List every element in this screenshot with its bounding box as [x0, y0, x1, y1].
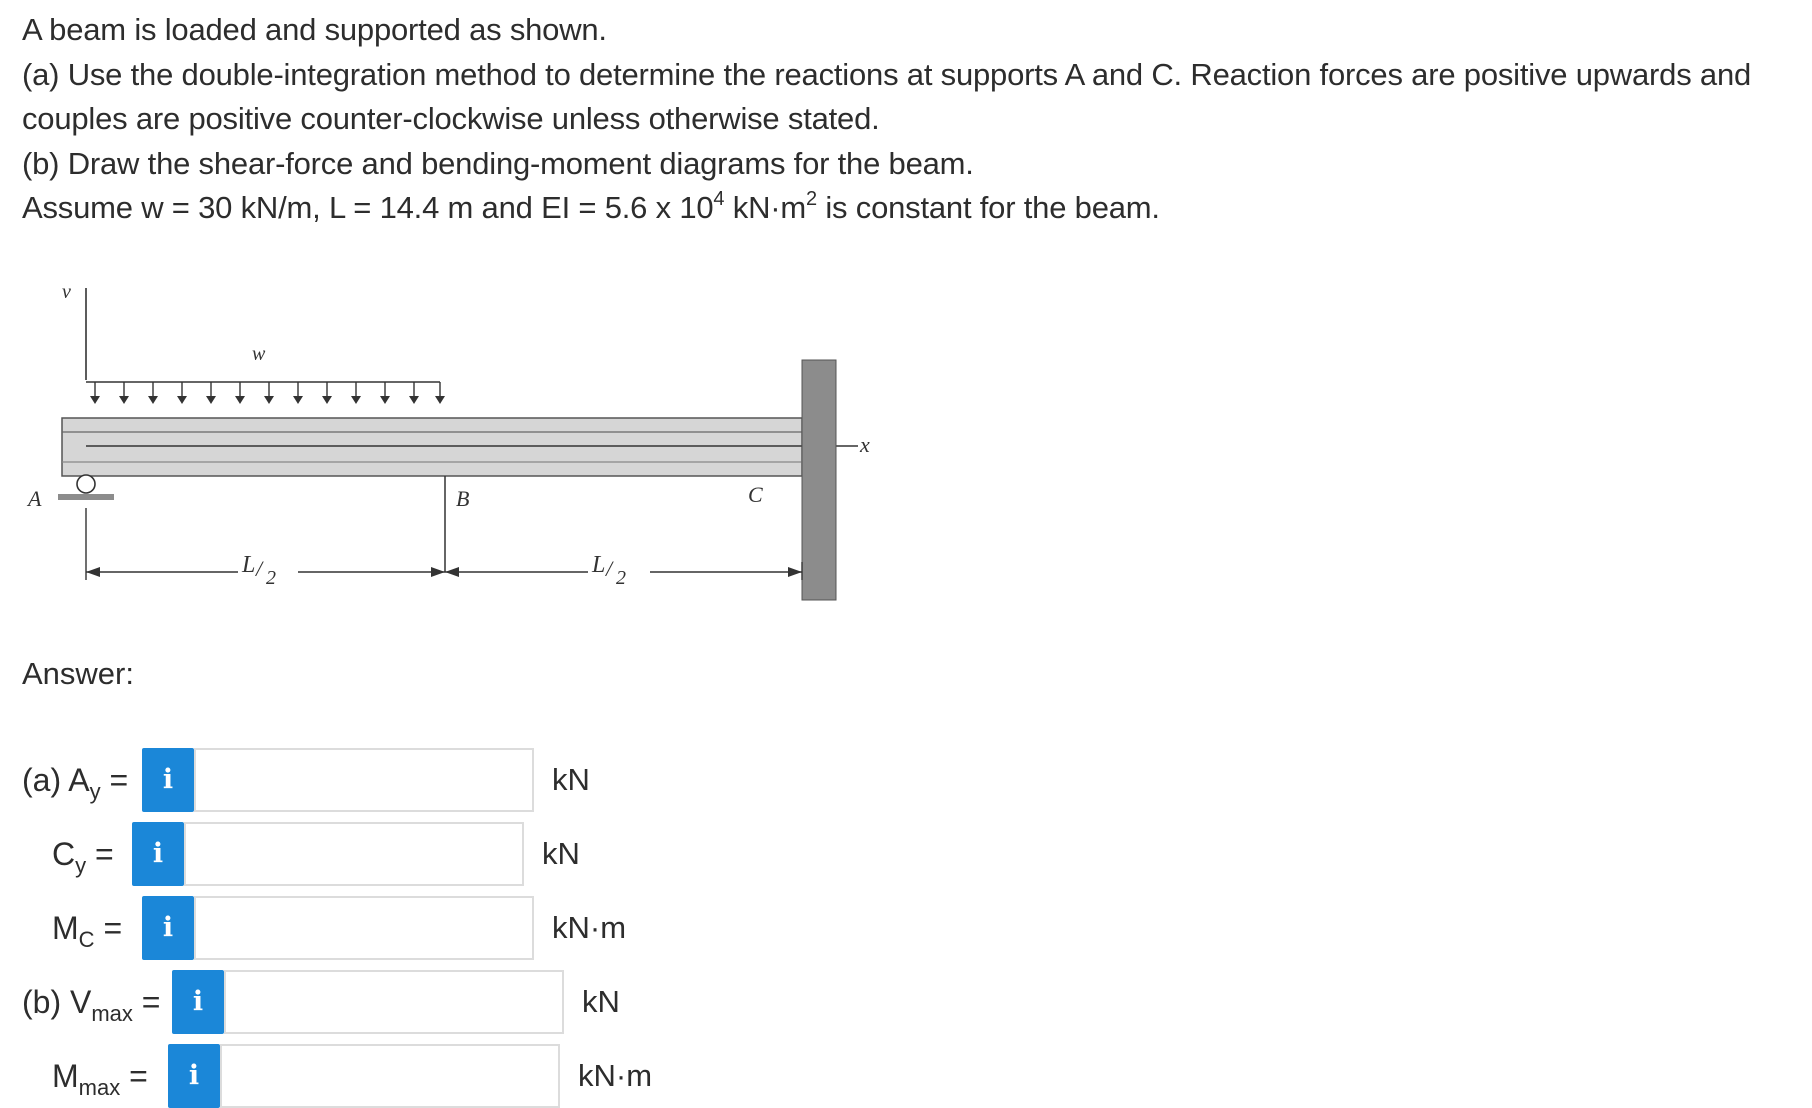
- problem-assumptions: Assume w = 30 kN/m, L = 14.4 m and EI = 5.6 x $10^4$ $kN\cdot m^2$ is constant for the beam.: [22, 188, 1160, 225]
- label-c: C: [748, 482, 763, 507]
- svg-text:2: 2: [616, 567, 626, 589]
- mmax-input[interactable]: [220, 1044, 560, 1108]
- info-icon[interactable]: i: [172, 970, 224, 1034]
- svg-text:/: /: [256, 556, 263, 581]
- label-x: x: [860, 432, 870, 457]
- answer-row-mmax: [22, 1044, 682, 1108]
- answer-row-vmax: [22, 970, 662, 1034]
- label-v: v: [62, 281, 71, 303]
- roller-support-a: [58, 475, 114, 500]
- dimension-half-left: [241, 552, 276, 589]
- answer-row-ay: [22, 748, 622, 812]
- unit-vmax: kN: [582, 984, 620, 1019]
- vmax-input[interactable]: [224, 970, 564, 1034]
- label-a: A: [28, 486, 42, 511]
- label-w: w: [252, 343, 266, 365]
- unit-cy: kN: [542, 836, 580, 871]
- answer-label-cy: $C_y$ =: [52, 836, 114, 878]
- problem-part-b: (b) Draw the shear-force and bending-moment diagrams for the beam.: [22, 145, 974, 181]
- label-b: B: [456, 486, 470, 511]
- svg-text:2: 2: [266, 567, 276, 589]
- info-icon[interactable]: i: [132, 822, 184, 886]
- unit-ay: kN: [552, 762, 590, 797]
- unit-mmax: kN·m: [578, 1058, 653, 1093]
- info-icon[interactable]: i: [168, 1044, 220, 1108]
- distributed-load-arrows: [90, 382, 445, 404]
- dimension-half-right: [591, 552, 626, 589]
- answer-row-mc: [22, 896, 662, 960]
- problem-intro: A beam is loaded and supported as shown.: [22, 12, 607, 47]
- unit-mc: kN·m: [552, 910, 627, 945]
- answer-label-mmax: $M_{max}$ =: [52, 1058, 148, 1100]
- answer-label-ay: (a) $A_y$ =: [22, 762, 129, 804]
- answer-heading: Answer:: [22, 656, 134, 691]
- info-icon[interactable]: i: [142, 896, 194, 960]
- ay-input[interactable]: [194, 748, 534, 812]
- answer-row-cy: [22, 822, 622, 886]
- answer-label-mc: $M_C$ =: [52, 910, 123, 952]
- cy-input[interactable]: [184, 822, 524, 886]
- problem-statement: [22, 8, 1802, 231]
- answer-label-vmax: (b) $V_{max}$ =: [22, 984, 161, 1026]
- problem-part-a: (a) Use the double-integration method to determine the reactions at supports A and C. Reaction forces are positive upwards and couples are positive counter-clockwise unless otherwise stated.: [22, 56, 1752, 136]
- fixed-wall-c: [802, 360, 836, 600]
- svg-text:L: L: [592, 552, 606, 578]
- dimension-lines: [86, 508, 802, 580]
- beam: [62, 418, 802, 476]
- info-icon[interactable]: i: [142, 748, 194, 812]
- svg-text:/: /: [606, 556, 613, 581]
- mc-input[interactable]: [194, 896, 534, 960]
- svg-text:L: L: [242, 552, 256, 578]
- beam-diagram: [20, 280, 870, 610]
